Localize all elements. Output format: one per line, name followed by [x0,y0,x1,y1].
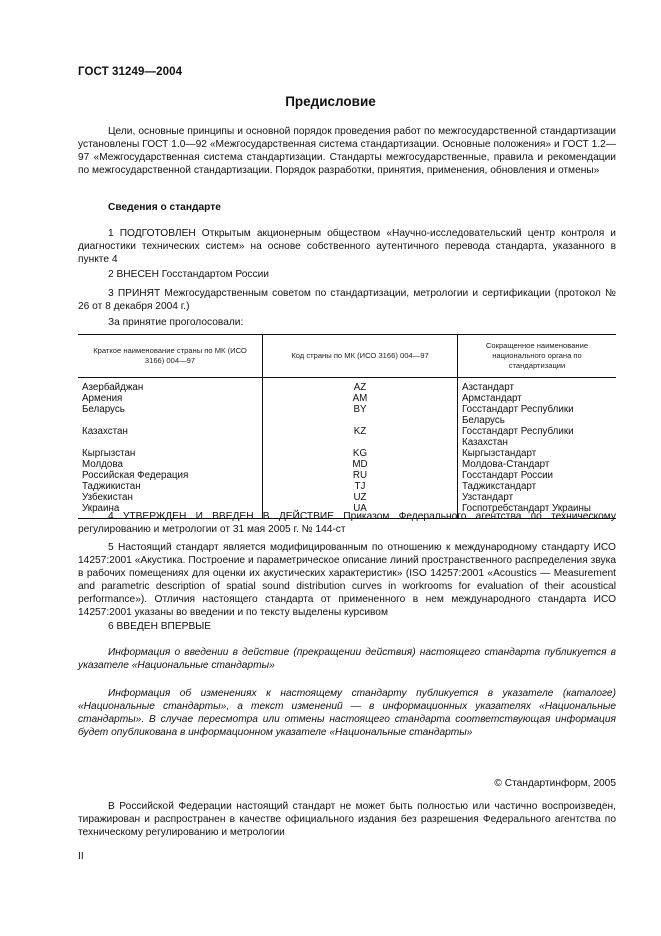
table-cell-country: Беларусь [82,404,125,415]
table-row [78,426,616,448]
table-cell-body: Госстандарт Республики Беларусь [458,404,617,426]
section-heading: Сведения о стандарте [108,202,221,213]
table-cell-body: Узстандарт [458,492,617,503]
table-cell-code: KG [263,448,458,459]
table-cell-body: Госпотребстандарт Украины [458,503,617,519]
table-header-row [78,335,616,378]
document-id-header: ГОСТ 31249—2004 [78,66,183,78]
table-row [78,404,616,426]
item-3-paragraph: 3 ПРИНЯТ Межгосударственным советом по стандартизации, метрологии и сертификации (протокол № 26 от 8 декабря 2004 г.) [78,288,616,312]
copyright-line: © Стандартинформ, 2005 [494,778,616,789]
table-cell-body: Армстандарт [458,393,617,404]
table-cell-body: Госстандарт Республики Казахстан [458,426,617,448]
voting-countries-table [78,334,616,519]
intro-paragraph: Цели, основные принципы и основной порядок проведения работ по межгосударственной стандартизации установлены ГОСТ 1.0—92 «Межгосударственная система стандартизации. Основные положения» и ГОСТ 1.2—97 «Межгосударственная система стандартизации. Стандарты межгосударственные, правила и рекомендации по межгосударственной стандартизации. Порядок разработки, принятия, применения, обновления и отмены» [78,126,616,176]
table-cell-country: Армения [82,393,123,404]
table-cell-country: Украина [82,503,120,514]
table-cell-country: Таджикистан [82,481,141,492]
item-6-paragraph: 6 ВВЕДЕН ВПЕРВЫЕ [108,621,212,632]
table-cell-code: KZ [263,426,458,448]
item-4-paragraph: 4 УТВЕРЖДЕН И ВВЕДЕН В ДЕЙСТВИЕ Приказом Федерального агентства по техническому регулированию и метрологии от 31 мая 2005 г. № 144-ст [78,511,616,535]
table-cell-code: AZ [263,378,458,394]
table-cell-country: Российская Федерация [82,470,189,481]
table-row [78,378,616,394]
table-cell-code: UZ [263,492,458,503]
table-cell-country: Узбекистан [82,492,133,503]
item-2-paragraph: 2 ВНЕСЕН Госстандартом России [108,269,269,280]
item-5-paragraph: 5 Настоящий стандарт является модифицированным по отношению к международному стандарту ИСО 14257:2001 «Акустика. Построение и параметрическое описание линий пространственного распределения звука в рабочих помещениях для оценки их акустических характеристик» (ISO 14257:2001 «Acoustics — Measurement and parametric description of spatial sound distribution curves in workrooms for evaluation of their acoustical performance»). Отличия настоящего стандарта от примененного в нем международного стандарта ИСО 14257:2001 указаны во введении и по тексту выделены курсивом [78,542,616,618]
voted-label: За принятие проголосовали: [108,317,244,328]
page-title: Предисловие [285,94,376,109]
table-row [78,448,616,459]
table-cell-country: Казахстан [82,426,128,437]
table-cell-code: MD [263,459,458,470]
table-row [78,481,616,492]
table-row [78,470,616,481]
table-header-body: Сокращенное наименование национального органа по стандартизации [458,335,617,378]
table-cell-country: Азербайджан [82,382,144,393]
table-row [78,492,616,503]
table-cell-body: Кыргызстандарт [458,448,617,459]
table-header-country: Краткое наименование страны по МК (ИСО 3166) 004—97 [78,335,263,378]
table-cell-body: Молдова-Стандарт [458,459,617,470]
page-number: II [78,851,84,862]
table-cell-body: Таджикстандарт [458,481,617,492]
item-1-paragraph: 1 ПОДГОТОВЛЕН Открытым акционерным обществом «Научно-исследовательский центр контроля и диагностики технических систем» на основе собственного аутентичного перевода стандарта, указанного в пункте 4 [78,228,616,265]
table-row [78,393,616,404]
table-cell-country: Кыргызстан [82,448,136,459]
table-cell-code: TJ [263,481,458,492]
reproduction-notice: В Российской Федерации настоящий стандарт не может быть полностью или частично воспроизведен, тиражирован и распространен в качестве официального издания без разрешения Федерального агентства по техническому регулированию и метрологии [78,801,616,838]
table-cell-code: UA [263,503,458,519]
info-changes-paragraph: Информация об изменениях к настоящему стандарту публикуется в указателе (каталоге) «Национальные стандарты», а текст изменений — в информационных указателях «Национальные стандарты». В случае пересмотра или отмены настоящего стандарта соответствующая информация будет опубликована в информационном указателе «Национальные стандарты» [78,688,616,738]
table-cell-body: Госстандарт России [458,470,617,481]
table-cell-code: BY [263,404,458,426]
table-cell-country: Молдова [82,459,123,470]
table-header-code: Код страны по МК (ИСО 3166) 004—97 [263,335,458,378]
table-cell-body: Азстандарт [458,378,617,394]
table-cell-code: RU [263,470,458,481]
info-introduction-paragraph: Информация о введении в действие (прекращении действия) настоящего стандарта публикуется в указателе «Национальные стандарты» [78,647,616,671]
table-cell-code: AM [263,393,458,404]
table-row [78,459,616,470]
